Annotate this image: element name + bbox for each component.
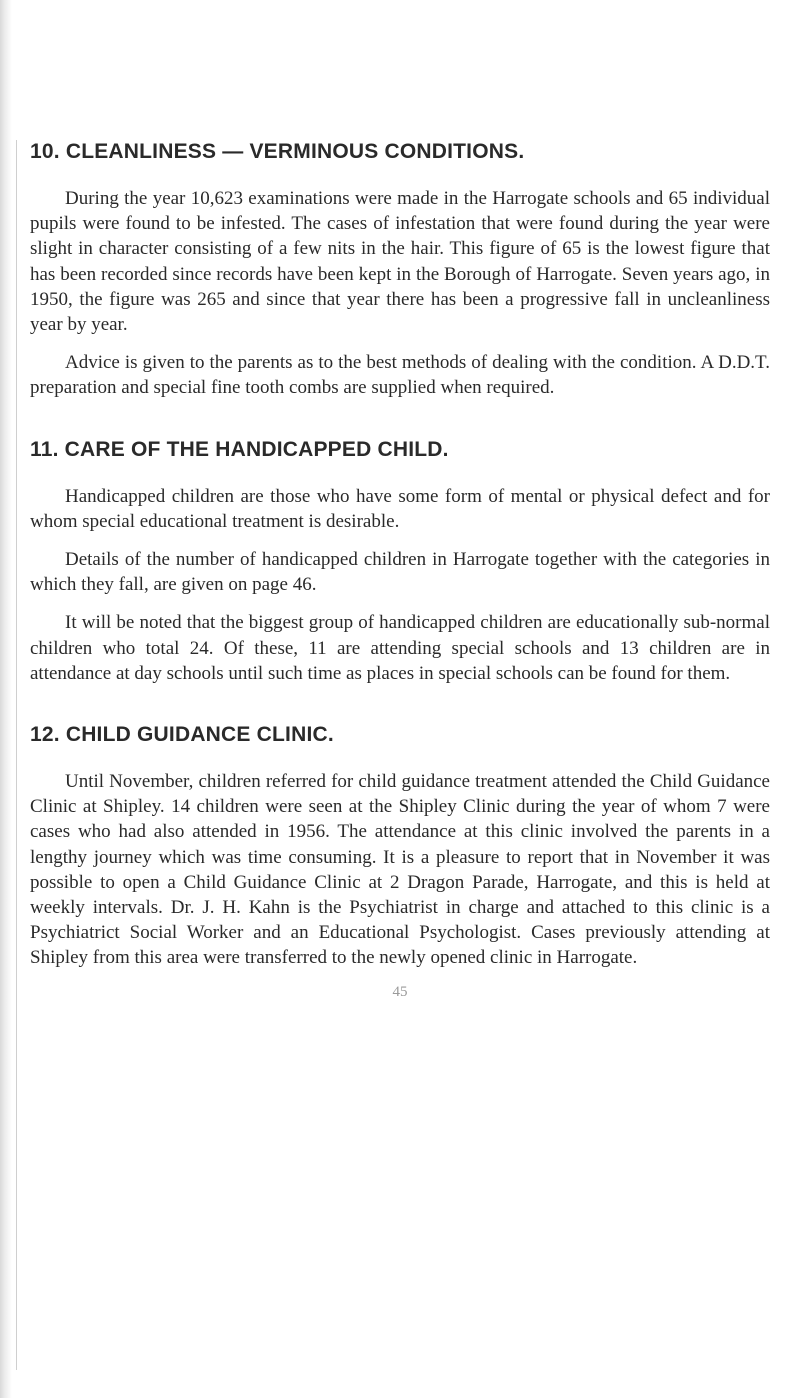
paragraph-handicapped-definition: Handicapped children are those who have some form of mental or physical defect and for whom special educational treatment is desirable. [30,485,770,532]
paragraph-infestation-figures: During the year 10,623 examinations were made in the Harrogate schools and 65 individual pupils were found to be infested. The cases of infestation that were found during the year were slight in character consisting of a few nits in the hair. This figure of 65 is the lowest figure that has been recorded since records have been kept in the Borough of Harrogate. Seven years ago, in 1950, the figure was 265 and since that year there has been a progressive fall in uncleanliness year by year. [30,188,770,336]
section-cleanliness [30,140,770,401]
section-heading-cleanliness: 10. CLEANLINESS — VERMINOUS CONDITIONS. [30,140,525,163]
paragraph-handicapped-details: Details of the number of handicapped children in Harrogate together with the categories in which they fall, are given on page 46. [30,549,770,596]
paragraph-child-guidance-clinic: Until November, children referred for child guidance treatment attended the Child Guidance Clinic at Shipley. 14 children were seen at the Shipley Clinic during the year of whom 7 were cases who had also attended in 1956. The attendance at this clinic involved the parents in a lengthy journey which was time consuming. It is a pleasure to report that in November it was possible to open a Child Guidance Clinic at 2 Dragon Parade, Harrogate, and this is held at weekly intervals. Dr. J. H. Kahn is the Psychiatrist in charge and attached to this clinic is a Psychiatrict Social Worker and an Educational Psychologist. Cases previously attending at Shipley from this area were transferred to the newly opened clinic in Harrogate. [30,771,770,969]
paragraph-educationally-subnormal: It will be noted that the biggest group of handicapped children are educationally sub-normal children who total 24. Of these, 11 are attending special schools and 13 children are in attendance at day schools until such time as places in special schools can be found for them. [30,612,770,684]
document-page [30,140,770,1001]
section-heading-child-guidance-clinic: 12. CHILD GUIDANCE CLINIC. [30,723,334,747]
section-child-guidance-clinic [30,723,770,971]
page-binding-line [16,140,17,1370]
paragraph-advice-to-parents: Advice is given to the parents as to the best methods of dealing with the condition. A D.D.T. preparation and special fine tooth combs are supplied when required. [30,352,770,399]
page-number: 45 [392,983,408,1000]
section-heading-handicapped-child: 11. CARE OF THE HANDICAPPED CHILD. [30,437,449,461]
section-handicapped-child [30,438,770,686]
page-binding-edge [0,0,12,1398]
